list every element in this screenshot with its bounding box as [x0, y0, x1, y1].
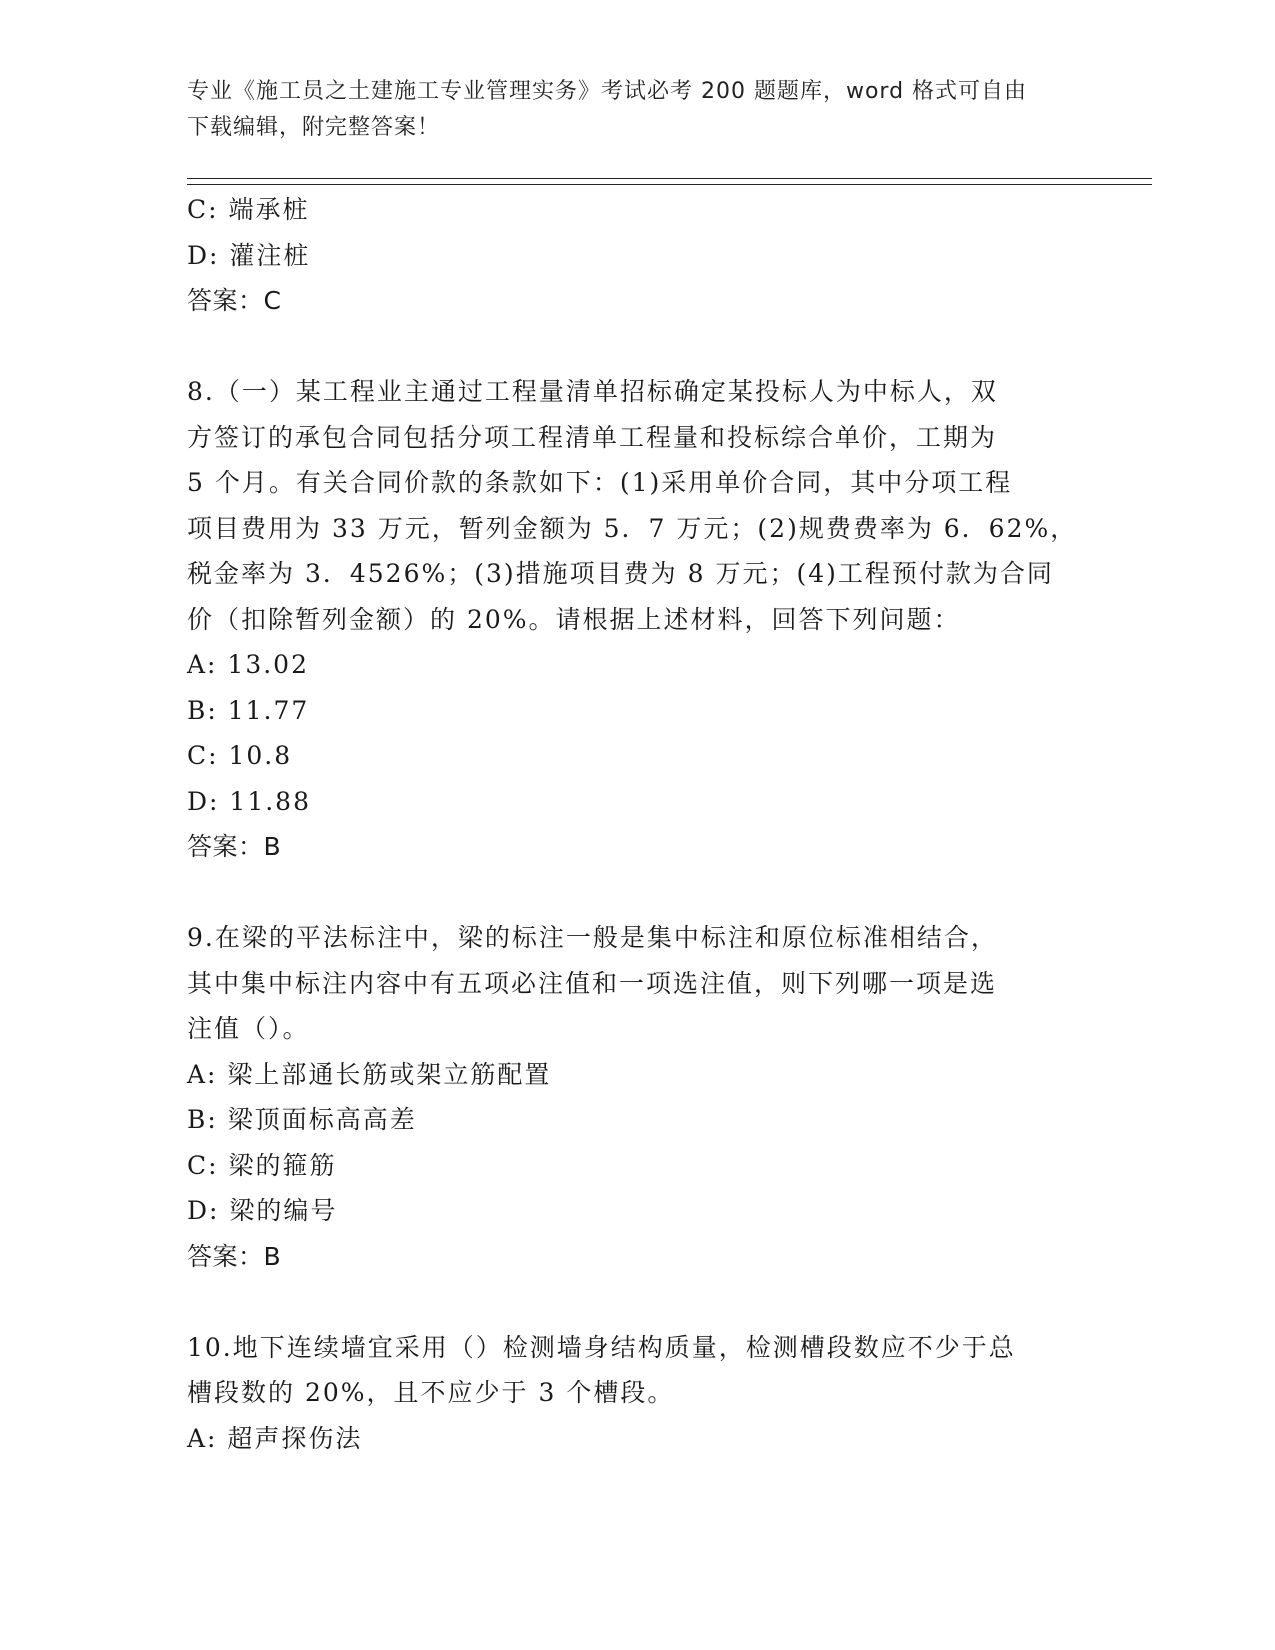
option-b: B: 梁顶面标高高差: [187, 1105, 417, 1134]
page-header: [187, 74, 1087, 146]
option-c: C: 10.8: [187, 741, 293, 770]
option-c: C: 端承桩: [187, 195, 310, 224]
question-10: [187, 1325, 1082, 1462]
question-9: [187, 915, 1082, 1279]
answer-line: 答案：B: [187, 832, 282, 861]
question-text-line: 8.（一）某工程业主通过工程量清单招标确定某投标人为中标人，双: [187, 377, 998, 406]
question-text-line: 价（扣除暂列金额）的 20%。请根据上述材料，回答下列问题：: [187, 604, 961, 634]
option-d: D: 梁的编号: [187, 1196, 338, 1225]
question-text-line: 其中集中标注内容中有五项必注值和一项选注值，则下列哪一项是选: [187, 968, 998, 998]
answer-line: 答案：B: [187, 1241, 282, 1271]
question-text-line: 方签订的承包合同包括分项工程清单工程量和投标综合单价，工期为: [187, 422, 998, 452]
question-text-line: 9.在梁的平法标注中，梁的标注一般是集中标注和原位标准相结合，: [187, 923, 998, 952]
document-body: [187, 187, 1082, 1461]
option-c: C: 梁的箍筋: [187, 1150, 337, 1180]
option-a: A: 超声探伤法: [187, 1423, 363, 1453]
question-text-line: 5 个月。有关合同价款的条款如下：(1)采用单价合同，其中分项工程: [187, 468, 1013, 497]
question-text-line: 项目费用为 33 万元，暂列金额为 5．7 万元；(2)规费费率为 6．62%，: [187, 513, 1078, 543]
header-line-2: 下载编辑，附完整答案！: [187, 115, 441, 140]
question-text-line: 注值（）。: [187, 1014, 310, 1043]
header-divider-bottom: [187, 184, 1152, 185]
question-8: [187, 369, 1082, 870]
header-line-1: 专业《施工员之土建施工专业管理实务》考试必考 200 题题库，word 格式可自由: [187, 79, 1028, 104]
question-7-tail: [187, 187, 1082, 324]
option-a: A: 13.02: [187, 650, 309, 679]
option-a: A: 梁上部通长筋或架立筋配置: [187, 1059, 552, 1089]
question-text-line: 税金率为 3．4526%；(3)措施项目费为 8 万元；(4)工程预付款为合同: [187, 559, 1054, 588]
option-b: B: 11.77: [187, 695, 310, 725]
question-text-line: 10.地下连续墙宜采用（）检测墙身结构质量，检测槽段数应不少于总: [187, 1332, 1016, 1362]
option-d: D: 灌注桩: [187, 240, 311, 270]
question-text-line: 槽段数的 20%，且不应少于 3 个槽段。: [187, 1378, 675, 1407]
option-d: D: 11.88: [187, 786, 311, 816]
answer-line: 答案：C: [187, 286, 282, 315]
header-divider-top: [187, 178, 1152, 179]
